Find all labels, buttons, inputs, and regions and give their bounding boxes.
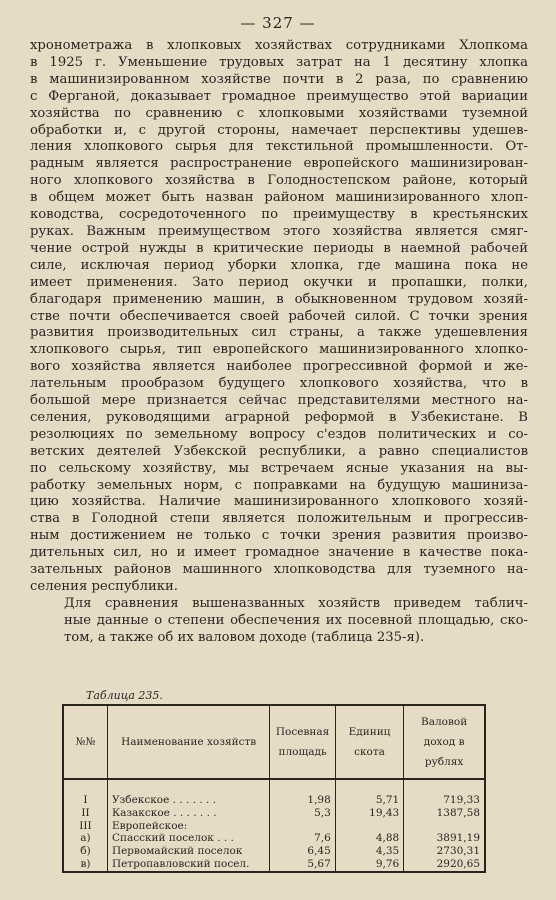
text-line: ным достижением не только с точки зрения развития произво- (30, 528, 528, 544)
cell-no: III (63, 820, 107, 833)
text-line: чение острой нужды в критические периоды в наемной рабочей (30, 240, 528, 256)
text-line: дительных сил, но и имеет громадное значение в качестве пока- (30, 545, 528, 561)
body-text (30, 38, 528, 647)
text-line: развития производительных сил страны, а также удешевления (30, 325, 528, 341)
header-income: Валовой доход в рублях (404, 705, 485, 779)
cell-stock: 9,76 (335, 858, 403, 872)
table-row (63, 807, 485, 820)
text-line: ления хлопкового сырья для текстильной промышленности. От- (30, 139, 528, 155)
text-line: по сельскому хозяйству, мы встречаем ясные указания на вы- (30, 460, 528, 476)
text-line: ные данные о степени обеспечения их посевной площадью, ско- (64, 612, 528, 628)
cell-income: 3891,19 (404, 832, 485, 845)
text-line: в машинизированном хозяйстве почти в 2 раза, по сравнению (30, 71, 528, 87)
text-line: имеет применения. Зато период окучки и пропашки, полки, (30, 274, 528, 290)
page-number: — 327 — (240, 14, 316, 32)
cell-income: 2730,31 (404, 845, 485, 858)
text-line: резолюциях по земельному вопросу с'ездов политических и со- (30, 426, 528, 442)
cell-area: 7,6 (270, 832, 335, 845)
text-line: работку земельных норм, с поправками на будущую машиниза- (30, 477, 528, 493)
text-line: руках. Важным преимуществом этого хозяйства является смяг- (30, 223, 528, 239)
cell-stock: 5,71 (335, 779, 403, 807)
text-line: цию хозяйства. Наличие машинизированного хлопкового хозяй- (30, 494, 528, 510)
cell-no: I (63, 779, 107, 807)
text-line: хозяйства по сравнению с хлопковыми хозяйствами туземной (30, 105, 528, 121)
cell-stock: 4,88 (335, 832, 403, 845)
text-line: обработки и, с другой стороны, намечает перспективы удешев- (30, 122, 528, 138)
text-line: селения, руководящими аграрной реформой в Узбекистане. В (30, 409, 528, 425)
cell-name: Европейское: (107, 820, 269, 833)
table-row (63, 820, 485, 833)
cell-income: 2920,65 (404, 858, 485, 872)
text-line: в 1925 г. Уменьшение трудовых затрат на 1 десятину хлопка (30, 54, 528, 70)
cell-name: Узбекское . . . . . . . (107, 779, 269, 807)
cell-income: 719,33 (404, 779, 485, 807)
text-line: силе, исключая период уборки хлопка, где машина пока не (30, 257, 528, 273)
paragraph-1 (30, 38, 528, 596)
table-caption: Таблица 235. (86, 689, 163, 702)
text-line: Для сравнения вышеназванных хозяйств приведем таблич- (64, 595, 528, 611)
cell-area: 6,45 (270, 845, 335, 858)
text-line: радным является распространение европейского машинизирован- (30, 156, 528, 172)
cell-no: в) (63, 858, 107, 872)
cell-stock: 4,35 (335, 845, 403, 858)
text-line: с Ферганой, доказывает громадное преимущество этой вариации (30, 88, 528, 104)
cell-name: Спасский поселок . . . (107, 832, 269, 845)
text-line: стве почти обеспечивается своей рабочей силой. С точки зрения (30, 308, 528, 324)
text-line: ного хлопкового хозяйства в Голодностепском районе, который (30, 173, 528, 189)
text-line: зательных районов машинного хлопководства для туземного на- (30, 562, 528, 578)
text-line: том, а также об их валовом доходе (таблица 235-я). (64, 629, 425, 645)
cell-area: 5,3 (270, 807, 335, 820)
header-name: Наименование хозяйств (107, 705, 269, 779)
text-line: вого хозяйства является наиболее прогрессивной формой и же- (30, 359, 528, 375)
text-line: в общем может быть назван районом машинизированного хлоп- (30, 190, 528, 206)
table-row (63, 858, 485, 872)
text-line: лательным прообразом будущего хлопкового хозяйства, что в (30, 376, 528, 392)
text-line: ства в Голодной степи является положительным и прогрессив- (30, 511, 528, 527)
header-number: №№ (63, 705, 107, 779)
cell-income (404, 820, 485, 833)
text-line: хронометража в хлопковых хозяйствах сотрудниками Хлопкома (30, 38, 528, 53)
header-stock: Единиц скота (335, 705, 403, 779)
table-body (63, 779, 485, 872)
text-line: ководства, сосредоточенного по преимуществу в крестьянских (30, 207, 528, 223)
text-line: большой мере признается сейчас представителями местного на- (30, 393, 528, 409)
text-line: хлопкового сырья, тип европейского машинизированного хлопко- (30, 342, 528, 358)
cell-name: Петропавловский посел. (107, 858, 269, 872)
cell-no: а) (63, 832, 107, 845)
data-table (62, 704, 486, 873)
cell-no: б) (63, 845, 107, 858)
table-row (63, 832, 485, 845)
cell-area: 1,98 (270, 779, 335, 807)
cell-stock: 19,43 (335, 807, 403, 820)
cell-stock (335, 820, 403, 833)
text-line: благодаря применению машин, в обыкновенном трудовом хозяй- (30, 291, 528, 307)
text-line: ветских деятелей Узбекской республики, а равно специалистов (30, 443, 528, 459)
cell-area: 5,67 (270, 858, 335, 872)
table-row (63, 845, 485, 858)
cell-name: Первомайский поселок (107, 845, 269, 858)
cell-no: II (63, 807, 107, 820)
table-header-row (63, 705, 485, 779)
cell-name: Казакское . . . . . . . (107, 807, 269, 820)
cell-area (270, 820, 335, 833)
cell-income: 1387,58 (404, 807, 485, 820)
header-area: Посевная площадь (270, 705, 335, 779)
text-line: селения республики. (30, 579, 178, 594)
paragraph-2 (30, 596, 528, 647)
table-row (63, 779, 485, 807)
